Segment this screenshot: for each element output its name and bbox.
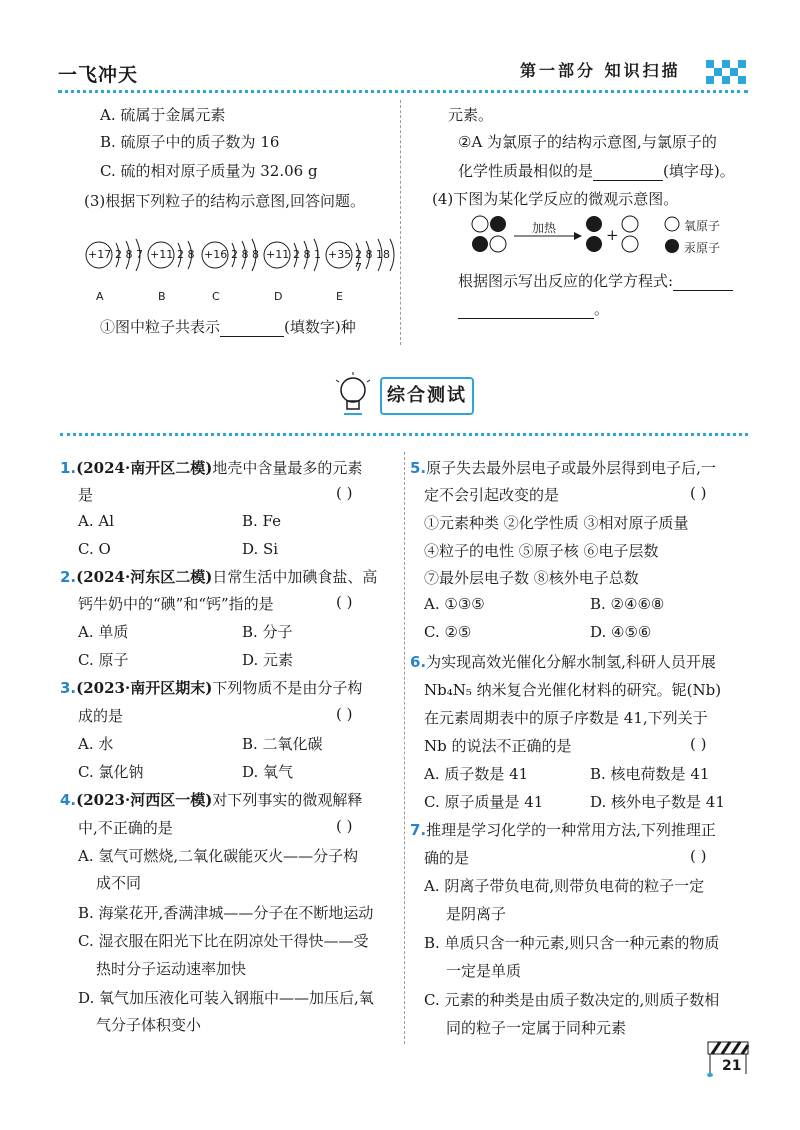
section-divider [60,433,748,436]
legend-mercury: 汞原子 [684,241,721,255]
page-number: 21 [722,1058,742,1074]
q5-stem-line2: 定不会引起改变的是 [424,486,560,504]
atom-e [324,238,400,303]
q5-number: 5. [410,459,427,477]
q2-option-b: B. 分子 [242,623,293,641]
right-line-3-a: 化学性质最相似的是 [458,162,594,180]
q4-stem: 对下列事实的微观解释 [212,791,363,809]
answer-blank[interactable] [458,304,594,319]
q4-stem-line2: 中,不正确的是 [78,819,173,837]
q4-option-d: D. 氧气加压液化可装入钢瓶中——加压后,氧 [78,989,374,1007]
header-divider [58,90,748,93]
atom-c-shells: 2 8 8 [231,248,259,261]
q6-stem-line4: Nb 的说法不正确的是 [424,737,572,755]
q1-option-d: D. Si [242,540,279,558]
q6-stem: 为实现高效光催化分解水制氢,科研人员开展 [426,653,716,671]
answer-blank[interactable] [593,166,663,181]
q3-sub1-text-a: ①图中粒子共表示 [100,318,221,336]
q2-source: (2024·河东区二模) [76,568,213,586]
q4-stem: (4)下图为某化学反应的微观示意图。 [432,190,679,208]
option-b-sulfur: B. 硫原子中的质子数为 16 [100,133,280,151]
atom-e-nucleus: +35 [328,248,352,261]
atom-d-nucleus: +11 [266,248,290,261]
q1-stem-line2: 是 [78,486,94,504]
q4-option-c-cont: 热时分子运动速率加快 [96,960,247,978]
q1-source: (2024·南开区二模) [76,459,213,477]
lightbulb-icon [330,370,376,420]
q6-option-c: C. 原子质量是 41 [424,793,544,811]
q3-sub1-text-b: (填数字)种 [284,318,356,336]
right-line-1: 元素。 [448,106,494,124]
q6-option-b: B. 核电荷数是 41 [590,765,710,783]
q5-option-b: B. ②④⑥⑧ [590,595,665,613]
answer-blank[interactable] [220,322,284,337]
q5-answer-paren[interactable]: ( ) [690,484,707,502]
q5-stem: 原子失去最外层电子或最外层得到电子后,一 [426,459,716,477]
q3-answer-paren[interactable]: ( ) [336,705,353,723]
mercury-atom-icon [664,238,680,254]
atom-a-shells: 2 8 7 [115,248,143,261]
q2-stem-line2: 钙牛奶中的“碘”和“钙”指的是 [78,595,274,613]
atom-d-label: D [274,290,283,303]
atom-a-label: A [96,290,104,303]
q6-answer-paren[interactable]: ( ) [690,735,707,753]
q2-option-c: C. 原子 [78,651,129,669]
q6-stem-line2: Nb₄N₅ 纳米复合光催化材料的研究。铌(Nb) [424,681,722,699]
atom-d [262,238,324,303]
reaction-condition: 加热 [532,221,557,235]
q1-option-c: C. O [78,540,111,558]
brand-logo: 一飞冲天 [58,64,139,86]
q1-option-a: A. Al [78,512,114,530]
option-c-sulfur: C. 硫的相对原子质量为 32.06 g [100,162,318,180]
q6-option-a: A. 质子数是 41 [424,765,529,783]
q4-answer-paren[interactable]: ( ) [336,817,353,835]
q1-stem: 地壳中含量最多的元素 [212,459,363,477]
q6-number: 6. [410,653,427,671]
q5-items-1: ①元素种类 ②化学性质 ③相对原子质量 [424,514,689,532]
q4-option-c: C. 湿衣服在阳光下比在阴凉处干得快——受 [78,932,369,950]
q4-option-a: A. 氢气可燃烧,二氧化碳能灭火——分子构 [78,847,359,865]
q7-option-a-cont: 是阴离子 [446,905,507,923]
q2-stem: 日常生活中加碘食盐、高 [212,568,378,586]
atom-c [200,238,262,303]
q3-number: 3. [60,679,77,697]
q4-prompt-text: 根据图示写出反应的化学方程式: [458,272,674,290]
atom-b-shells: 2 8 [177,248,195,261]
column-divider-top [400,100,401,345]
atom-a [84,238,146,303]
question-6 [410,651,716,672]
question-2 [60,566,377,587]
q6-stem-line3: 在元素周期表中的原子序数是 41,下列关于 [424,709,708,727]
question-3 [60,677,362,698]
question-7 [410,819,716,840]
right-line-3 [458,160,735,181]
q7-stem-line2: 确的是 [424,849,470,867]
question-5 [410,457,716,478]
atom-c-label: C [212,290,220,303]
q2-answer-paren[interactable]: ( ) [336,593,353,611]
question-4 [60,789,362,810]
q7-stem: 推理是学习化学的一种常用方法,下列推理正 [426,821,716,839]
plus-sign: + [606,226,619,244]
q3-option-a: A. 水 [78,735,114,753]
q3-stem-line2: 成的是 [78,707,124,725]
atom-e-shells: 2 8 18 7 [355,248,390,274]
q3-stem: 下列物质不是由分子构 [212,679,363,697]
q2-option-a: A. 单质 [78,623,129,641]
q6-option-d: D. 核外电子数是 41 [590,793,725,811]
q2-number: 2. [60,568,77,586]
q7-option-a: A. 阴离子带负电荷,则带负电荷的粒子一定 [424,877,705,895]
test-title: 综合测试 [380,377,474,415]
atom-diagrams [80,232,400,302]
q3-stem: (3)根据下列粒子的结构示意图,回答问题。 [84,192,366,210]
atom-b-label: B [158,290,166,303]
q3-sub1 [100,316,356,337]
answer-blank[interactable] [673,276,733,291]
q4-answer-line [458,298,609,319]
atom-e-label: E [336,290,343,303]
q1-number: 1. [60,459,77,477]
q4-source: (2023·河西区一模) [76,791,213,809]
right-line-2: ②A 为氯原子的结构示意图,与氯原子的 [458,133,717,151]
reaction-diagram [470,214,660,254]
question-1 [60,457,362,478]
q3-option-d: D. 氧气 [242,763,294,781]
atom-a-nucleus: +17 [88,248,112,261]
q4-period: 。 [594,300,610,318]
option-a-sulfur: A. 硫属于金属元素 [100,106,226,124]
atom-b-nucleus: +11 [150,248,174,261]
q3-option-b: B. 二氧化碳 [242,735,323,753]
q7-answer-paren[interactable]: ( ) [690,847,707,865]
q5-items-3: ⑦最外层电子数 ⑧核外电子总数 [424,569,639,587]
q5-option-c: C. ②⑤ [424,623,472,641]
oxygen-atom-icon [664,216,680,232]
section-title: 第一部分 知识扫描 [520,61,681,80]
q3-option-c: C. 氯化钠 [78,763,144,781]
q7-option-b: B. 单质只含一种元素,则只含一种元素的物质 [424,934,720,952]
right-line-3-b: (填字母)。 [663,162,735,180]
q7-option-c-cont: 同的粒子一定属于同种元素 [446,1019,627,1037]
atom-d-shells: 2 8 1 [293,248,321,261]
legend-oxygen: 氧原子 [684,219,721,233]
atom-c-nucleus: +16 [204,248,228,261]
q1-answer-paren[interactable]: ( ) [336,484,353,502]
q4-option-a-cont: 成不同 [96,874,142,892]
q7-option-b-cont: 一定是单质 [446,962,522,980]
q7-option-c: C. 元素的种类是由质子数决定的,则质子数相 [424,991,720,1009]
q1-option-b: B. Fe [242,512,282,530]
q3-source: (2023·南开区期末) [76,679,213,697]
q2-option-d: D. 元素 [242,651,294,669]
q7-number: 7. [410,821,427,839]
atom-b [146,238,200,303]
checker-icon [706,60,748,86]
q5-items-2: ④粒子的电性 ⑤原子核 ⑥电子层数 [424,542,659,560]
q5-option-d: D. ④⑤⑥ [590,623,652,641]
column-divider-bottom [404,452,405,1044]
q5-option-a: A. ①③⑤ [424,595,485,613]
q4-number: 4. [60,791,77,809]
q4-option-d-cont: 气分子体积变小 [96,1016,202,1034]
q4-prompt [458,270,733,291]
q4-option-b: B. 海棠花开,香满津城——分子在不断地运动 [78,904,374,922]
